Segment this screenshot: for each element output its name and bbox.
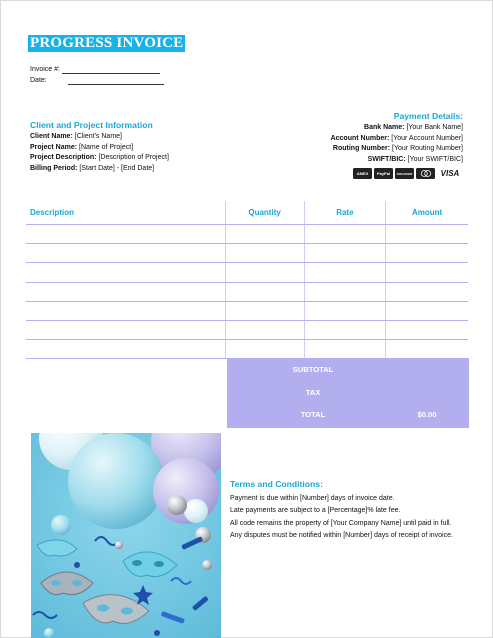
project-name-value: [Name of Project] — [79, 143, 134, 151]
client-name-value: [Client's Name] — [74, 133, 122, 140]
client-name-label: Client Name: — [30, 133, 73, 140]
mastercard-circles-icon — [420, 170, 432, 177]
billing-period-row — [30, 164, 169, 175]
table-cell-rate[interactable] — [304, 301, 386, 320]
terms-line: All code remains the property of [Your Company Name] until paid in full. — [230, 519, 452, 527]
table-row — [26, 263, 468, 282]
swift-bic-row — [331, 155, 463, 166]
terms-section — [230, 479, 470, 542]
client-info-block — [30, 132, 169, 174]
date-field[interactable] — [30, 76, 164, 85]
table-cell-amount[interactable] — [386, 282, 468, 301]
subtotal-label: SUBTOTAL — [292, 365, 334, 374]
table-cell-amount[interactable] — [386, 263, 468, 282]
mastercard-icon — [416, 168, 435, 179]
project-description-row — [30, 153, 169, 164]
project-name-row — [30, 143, 169, 154]
table-cell-quantity[interactable] — [225, 263, 304, 282]
table-cell-quantity[interactable] — [225, 340, 304, 359]
account-number-value: [Your Account Number] — [391, 134, 463, 142]
terms-line: Payment is due within [Number] days of invoice date. — [230, 495, 395, 502]
terms-line: Any disputes must be notified within [Number] days of receipt of invoice. — [230, 531, 453, 539]
bank-name-row — [331, 123, 463, 134]
table-cell-amount[interactable] — [386, 225, 468, 244]
routing-number-value: [Your Routing Number] — [392, 145, 463, 152]
routing-number-label: Routing Number: — [332, 145, 391, 152]
swift-bic-label: SWIFT/BIC: — [367, 155, 406, 163]
table-cell-amount[interactable] — [386, 320, 468, 339]
tax-row — [227, 388, 469, 400]
tax-label: TAX — [305, 388, 321, 397]
client-name-row — [30, 132, 169, 143]
table-row — [26, 320, 468, 339]
payment-cards — [353, 168, 463, 179]
payment-details-heading: Payment Details: — [393, 111, 463, 121]
table-row — [26, 244, 468, 263]
table-body — [26, 225, 468, 359]
line-items-table — [26, 201, 468, 359]
column-quantity: Quantity — [225, 201, 304, 225]
date-label: Date: — [30, 77, 47, 84]
billing-period-label: Billing Period: — [30, 164, 78, 172]
terms-heading: Terms and Conditions: — [230, 479, 323, 489]
table-cell-quantity[interactable] — [225, 320, 304, 339]
swift-bic-value: [Your SWIFT/BIC] — [407, 155, 463, 163]
table-cell-quantity[interactable] — [225, 301, 304, 320]
table-cell-rate[interactable] — [304, 244, 386, 263]
table-cell-quantity[interactable] — [225, 225, 304, 244]
date-line — [68, 77, 164, 85]
table-cell-description[interactable] — [26, 263, 225, 282]
table-cell-rate[interactable] — [304, 225, 386, 244]
table-cell-rate[interactable] — [304, 320, 386, 339]
bank-name-value: [Your Bank Name] — [406, 124, 463, 131]
total-value: $0.00 — [417, 410, 437, 419]
party-balloons-photo — [31, 433, 221, 638]
table-cell-amount[interactable] — [386, 244, 468, 263]
terms-line: Late payments are subject to a [Percentage]% late fee. — [230, 507, 401, 515]
invoice-number-line — [62, 66, 160, 74]
column-rate: Rate — [304, 201, 386, 225]
paypal-card-icon: PayPal — [374, 168, 393, 179]
table-cell-quantity[interactable] — [225, 282, 304, 301]
table-cell-rate[interactable] — [304, 340, 386, 359]
table-row — [26, 340, 468, 359]
column-amount: Amount — [386, 201, 468, 225]
client-info-heading: Client and Project Information — [30, 120, 153, 130]
table-cell-quantity[interactable] — [225, 244, 304, 263]
table-cell-description[interactable] — [26, 244, 225, 263]
invoice-number-field[interactable] — [30, 65, 160, 74]
table-cell-amount[interactable] — [386, 340, 468, 359]
account-number-label: Account Number: — [330, 134, 390, 142]
account-number-row — [331, 134, 463, 145]
total-label: TOTAL — [300, 410, 326, 419]
routing-number-row — [331, 144, 463, 155]
project-name-label: Project Name: — [30, 143, 78, 151]
billing-period-value: [Start Date] - [End Date] — [79, 164, 155, 172]
table-cell-description[interactable] — [26, 340, 225, 359]
party-balloons-illustration — [31, 433, 221, 638]
totals-panel — [227, 358, 469, 428]
invoice-title: PROGRESS INVOICE — [30, 35, 184, 51]
table-row — [26, 225, 468, 244]
amex-card-icon: AMEX — [353, 168, 372, 179]
project-description-label: Project Description: — [30, 154, 97, 161]
payment-details-block — [331, 123, 463, 165]
invoice-number-label: Invoice #: — [30, 66, 60, 73]
table-cell-rate[interactable] — [304, 263, 386, 282]
table-row — [26, 282, 468, 301]
table-row — [26, 301, 468, 320]
table-cell-amount[interactable] — [386, 301, 468, 320]
visa-card-icon: VISA — [440, 169, 460, 178]
table-header-row — [26, 201, 468, 225]
table-cell-description[interactable] — [26, 225, 225, 244]
total-row — [227, 410, 469, 422]
subtotal-row — [227, 365, 469, 377]
column-description: Description — [26, 201, 225, 225]
table-cell-description[interactable] — [26, 301, 225, 320]
table-cell-description[interactable] — [26, 320, 225, 339]
project-description-value: [Description of Project] — [98, 154, 169, 161]
discover-card-icon: DISCOVER — [395, 168, 414, 179]
table-cell-description[interactable] — [26, 282, 225, 301]
table-cell-rate[interactable] — [304, 282, 386, 301]
bank-name-label: Bank Name: — [364, 124, 405, 131]
